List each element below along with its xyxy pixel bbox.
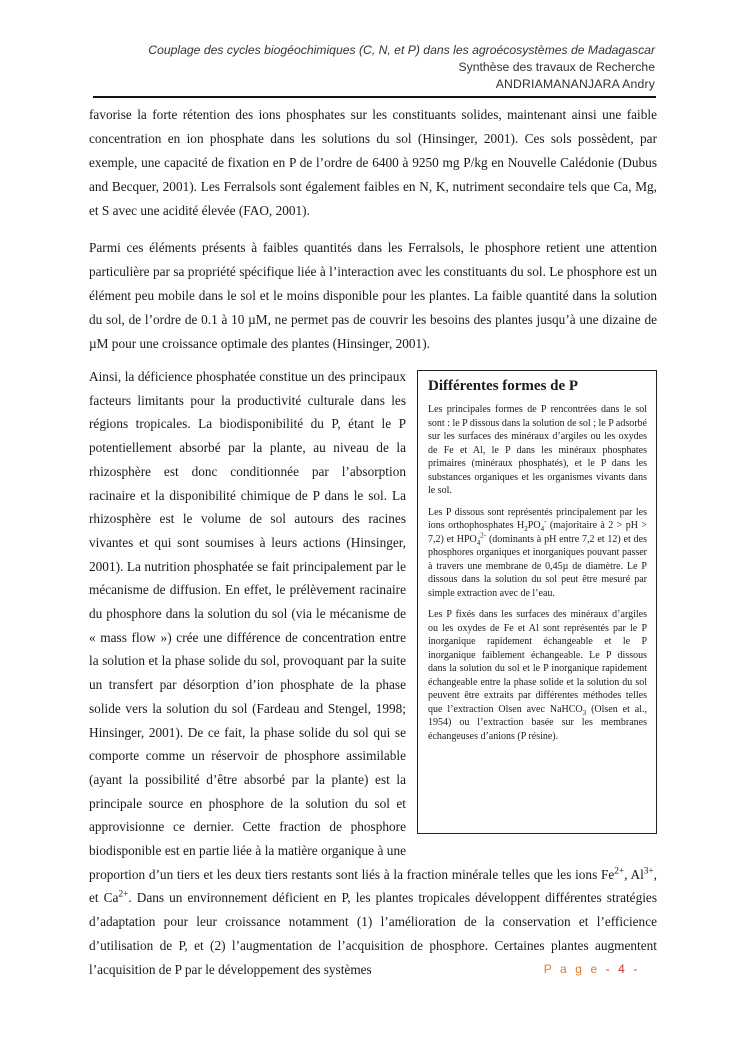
sidebar-box-paragraph-3: Les P fixés dans les surfaces des minéraux d’argiles ou les oxydes de Fe et Al sont représentés par le P inorganique rapidement échangeable et le P inorganique faiblement échangeable. Le P dissous dans la solution du sol et le P inorganique rapidement échangeable entre la phase solide et la solution du sol peuvent être extraits par différentes méthodes telles que l’extraction Olsen avec NaHCO$_3$ (Olsen et al., 1954) ou l’extraction basée sur les membranes échangeuses d’anions (P résine).: [428, 609, 647, 742]
sidebar-box-title: Différentes formes de P: [428, 378, 579, 394]
paragraph-1: favorise la forte rétention des ions phosphates sur les constituants solides, maintenant ainsi une faible concentration en ion phosphate dans les solutions du sol (Hinsinger, 2001). Ces sols possèdent, par exemple, une capacité de fixation en P de l’ordre de 6400 à 9250 mg P/kg en Nouvelle Calédonie (Dubus and Becquer, 2001). Les Ferralsols sont également faibles en N, K, nutriment secondaire tels que Ca, Mg, et S avec une acidité élevée (FAO, 2001).: [89, 107, 657, 218]
paragraph-2: Parmi ces éléments présents à faibles quantités dans les Ferralsols, le phosphore retient une attention particulière par sa propriété spécifique liée à l’interaction avec les constituants du sol. Le phosphore est un élément peu mobile dans le sol et le moins disponible pour les plantes. La faible quantité dans la solution du sol, de l’ordre de 0.1 à 10 µM, ne permet pas de couvrir les besoins des plantes jusqu’à une dizaine de µM pour une croissance optimale des plantes (Hinsinger, 2001).: [89, 240, 657, 351]
header-title: Couplage des cycles biogéochimiques (C, N, et P) dans les agroécosystèmes de Madagascar: [148, 43, 655, 57]
header-author: ANDRIAMANANJARA Andry: [495, 77, 655, 91]
running-header: [148, 42, 655, 93]
sidebar-box-paragraph-2: Les P dissous sont représentés principalement par les ions orthophosphates $H_2PO_4^-$ (majoritaire à 2 > pH > 7,2) et $HPO_4^{2-}$ (dominants à pH entre 7,2 et 12) et des phosphores organiques et inorganiques pouvant passer à travers une membrane de 0,45µ de diamètre. Le P dissous dans la solution du sol peut être mesuré par simple extraction avec de l’eau.: [428, 506, 648, 599]
header-subtitle: Synthèse des travaux de Recherche: [458, 60, 655, 74]
paragraph-3: Différentes formes de P Les principales formes de P rencontrées dans le sol sont : le P dissous dans la solution de sol ; le P adsorbé sur les surfaces des minéraux d’argiles ou les oxydes de Fe et Al, le P dans les minéraux phosphates primaires (minéraux phosphatés), et le P dans les substances organiques et les organismes vivants dans le sol. Les P dissous sont représentés principalement par les ions orthophosphates $H_2PO_4^-$ (majoritaire à 2 > pH > 7,2) et $HPO_4^{2-}$ (dominants à pH entre 7,2 et 12) et des phosphores organiques et inorganiques pouvant passer à travers une membrane de 0,45µ de diamètre. Le P dissous dans la solution du sol peut être mesuré par simple extraction avec de l’eau. Les P fixés dans les surfaces des minéraux d’argiles ou les oxydes de Fe et Al sont représentés par le P inorganique rapidement échangeable et le P inorganique faiblement échangeable. Le P dissous dans la solution du sol et le P inorganique rapidement échangeable entre la phase solide et la solution du sol peuvent être extraits par différentes méthodes telles que l’extraction Olsen avec NaHCO$_3$ (Olsen et al., 1954) ou l’extraction basée sur les membranes échangeuses d’anions (P résine). Ainsi, la déficience phosphatée constitue un des principaux facteurs limitants pour la productivité culturale dans les régions tropicales. La biodisponibilité du P, étant le P potentiellement absorbé par la plante, au niveau de la rhizosphère est donc conditionnée par l’absorption racinaire et la disponibilité chimique de P dans le sol. La rhizosphère est le volume de sol autours des racines vivantes et qui sont soumises à leurs actions (Hinsinger, 2001). La nutrition phosphatée se fait principalement par le mécanisme de diffusion. En effet, le prélèvement racinaire du phosphore dans la solution du sol (via le mécanisme de « mass flow ») crée une différence de concentration entre la solution et la phase solide du sol, provoquant par la suite un transfert par désorption d’ion phosphate de la phase solide vers la solution du sol (Fardeau and Stengel, 1998; Hinsinger, 2001). De ce fait, la phase solide du sol qui se comporte comme un réservoir de phosphore assimilable (ayant la possibilité d’être absorbé par la plante) est la principale source en phosphore de la solution du sol et approvisionne ce dernier. Cette fraction de phosphore biodisponible est en partie liée à la matière organique à une proportion d’un tiers et les deux tiers restants sont liés à la fraction minérale telles que les ions $Fe^{2+}$, $Al^{3+}$, et $Ca^{2+}$. Dans un environnement déficient en P, les plantes tropicales développent différentes stratégies d’adaptation pour leur croissance notamment (1) l’amélioration de la conservation et l’efficience d’utilisation de P, et (2) l’augmentation de l’acquisition de phosphore. Certaines plantes augmentent l’acquisition de P par le développement des systèmes: [89, 369, 657, 977]
page-footer: [544, 962, 640, 976]
header-divider: [93, 96, 656, 98]
page-label: P a g e: [543, 962, 600, 976]
sidebar-box-formes-de-p: [417, 370, 657, 834]
page-number: - 4 -: [605, 962, 640, 976]
paragraph-3-text: Ainsi, la déficience phosphatée constitue un des principaux facteurs limitants pour la productivité culturale dans les régions tropicales. La biodisponibilité du P, étant le P potentiellement absorbé par la plante, au niveau de la rhizosphère est donc conditionnée par l’absorption racinaire et la disponibilité chimique de P dans le sol. La rhizosphère est le volume de sol autours des racines vivantes et qui sont soumises à leurs actions (Hinsinger, 2001). La nutrition phosphatée se fait principalement par le mécanisme de diffusion. En effet, le prélèvement racinaire du phosphore dans la solution du sol (via le mécanisme de « mass flow ») crée une différence de concentration entre la solution et la phase solide du sol, provoquant par la suite un transfert par désorption d’ion phosphate de la phase solide vers la solution du sol (Fardeau and Stengel, 1998; Hinsinger, 2001). De ce fait, la phase solide du sol qui se comporte comme un réservoir de phosphore assimilable (ayant la possibilité d’être absorbé par la plante) est la principale source en phosphore de la solution du sol et approvisionne ce dernier. Cette fraction de phosphore biodisponible est en partie liée à la matière organique à une proportion d’un tiers et les deux tiers restants sont liés à la fraction minérale telles que les ions Fe: [89, 369, 615, 882]
sidebar-box-paragraph-1: Les principales formes de P rencontrées dans le sol sont : le P dissous dans la solution de sol ; le P adsorbé sur les surfaces des minéraux d’argiles ou les oxydes de Fe et Al, le P dans les minéraux phosphates primaires (minéraux phosphatés), et le P dans les substances organiques et les organismes vivants dans le sol.: [428, 404, 647, 496]
